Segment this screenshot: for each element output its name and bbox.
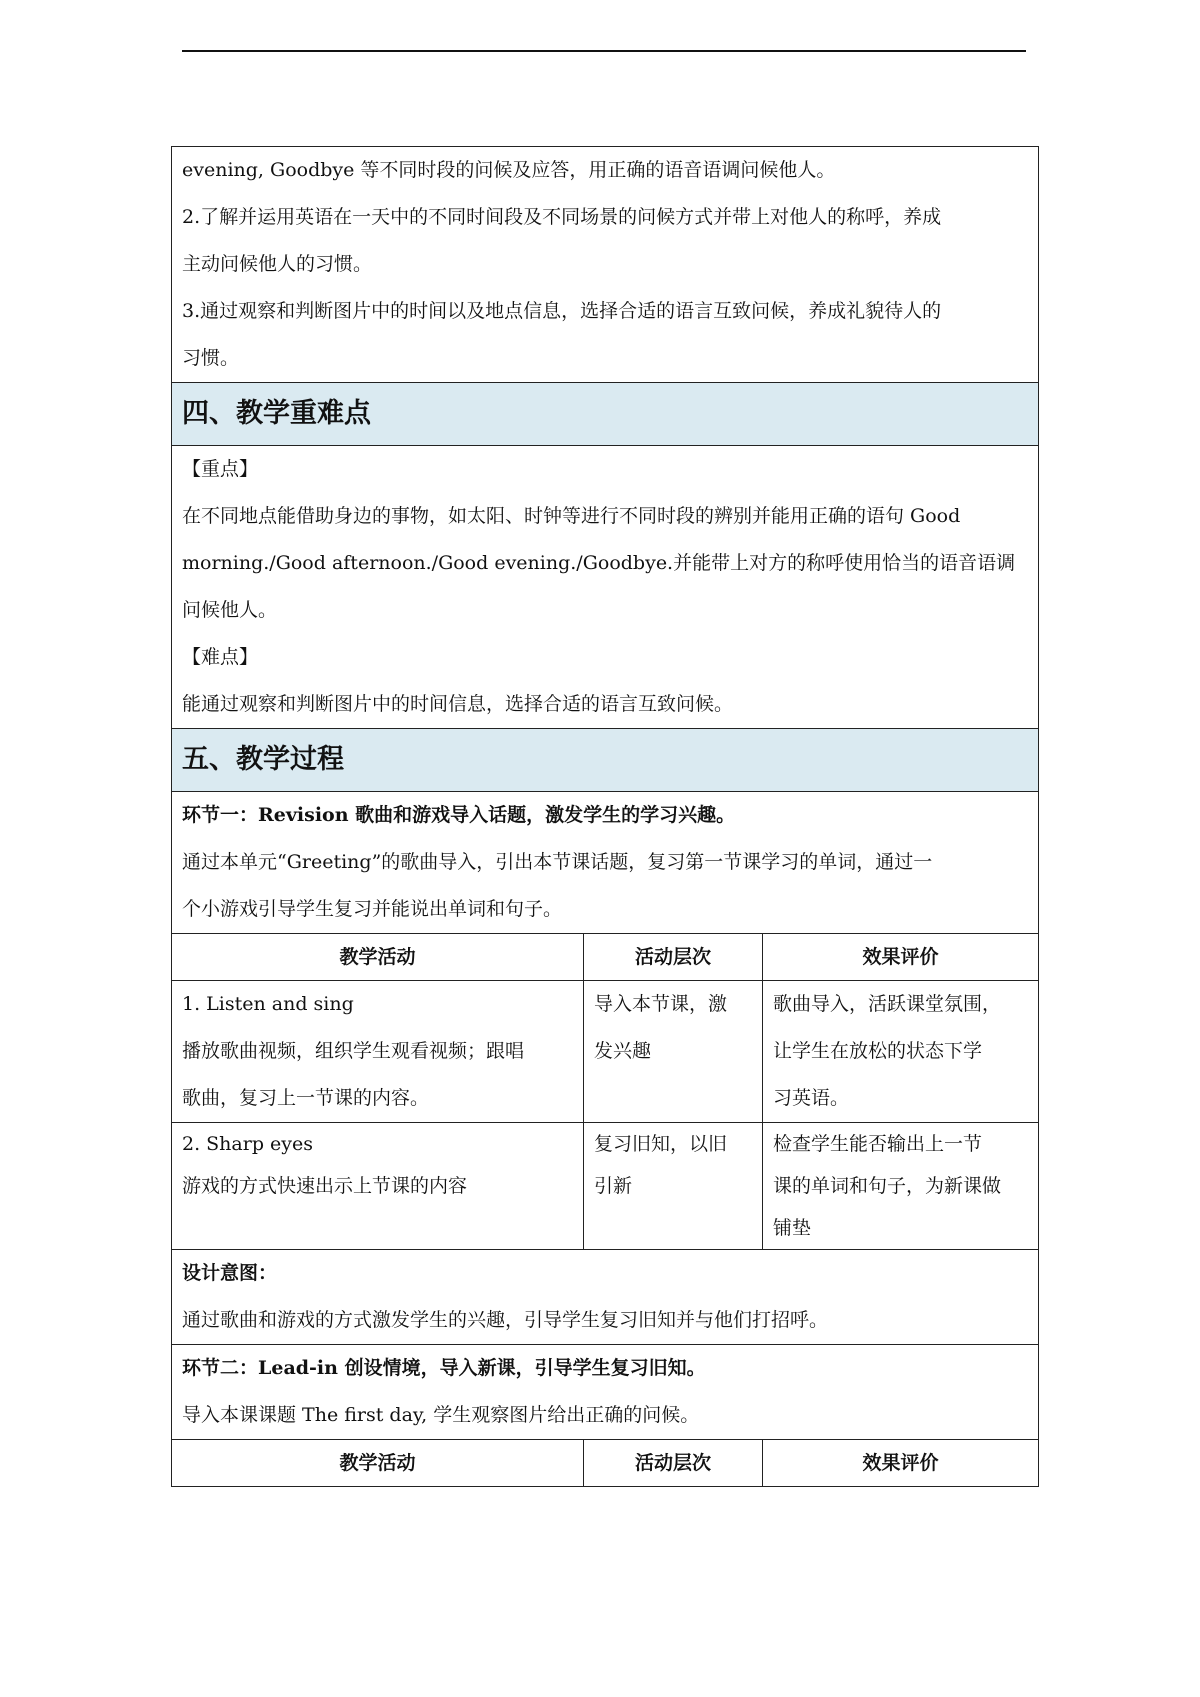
header-rule: [182, 50, 1026, 52]
stage1-cell: [172, 792, 1039, 934]
stage1-desc-line: 通过本单元“Greeting”的歌曲导入，引出本节课话题，复习第一节课学习的单词，通过一: [182, 851, 933, 873]
effect-text: 铺垫: [773, 1217, 812, 1239]
key-points-label: 【重点】: [182, 458, 259, 480]
header-effect: 效果评价: [763, 934, 1039, 981]
effect-text: 让学生在放松的状态下学: [773, 1040, 983, 1062]
objective-line: 3.通过观察和判断图片中的时间以及地点信息，选择合适的语言互致问候，养成礼貌待人的: [182, 300, 942, 322]
level-text: 导入本节课，激: [594, 993, 728, 1015]
objectives-cell: [172, 147, 1039, 383]
stage1-heading: 环节一：Revision 歌曲和游戏导入话题，激发学生的学习兴趣。: [182, 804, 736, 826]
activity-row: [172, 1123, 1039, 1250]
effect-cell: [763, 1123, 1039, 1250]
section4-header-row: [172, 383, 1039, 446]
stage2-heading: 环节二：Lead-in 创设情境，导入新课，引导学生复习旧知。: [182, 1357, 706, 1379]
effect-text: 检查学生能否输出上一节: [773, 1133, 983, 1155]
section4-body-row: [172, 446, 1039, 729]
header-effect: 效果评价: [763, 1440, 1039, 1487]
effect-text: 歌曲导入，活跃课堂氛围，: [773, 993, 1002, 1015]
stage2-cell: [172, 1345, 1039, 1440]
section4-title: 四、教学重难点: [172, 383, 1039, 446]
key-point-line: 在不同地点能借助身边的事物，如太阳、时钟等进行不同时段的辨别并能用正确的语句 Good: [182, 505, 961, 527]
stage2-desc: 导入本课课题 The first day, 学生观察图片给出正确的问候。: [182, 1404, 700, 1426]
header-level: 活动层次: [584, 934, 763, 981]
section5-title: 五、教学过程: [172, 729, 1039, 792]
header-activity: 教学活动: [172, 934, 584, 981]
activity-title: 1. Listen and sing: [182, 993, 354, 1015]
activity-table-header: [172, 1440, 1039, 1487]
effect-cell: [763, 981, 1039, 1123]
objective-line: 2.了解并运用英语在一天中的不同时间段及不同场景的问候方式并带上对他人的称呼，养成: [182, 206, 942, 228]
effect-text: 课的单词和句子，为新课做: [773, 1175, 1002, 1197]
level-cell: [584, 981, 763, 1123]
objective-line: 习惯。: [182, 347, 240, 369]
level-text: 发兴趣: [594, 1040, 652, 1062]
stage1-row: [172, 792, 1039, 934]
activity-table-header: [172, 934, 1039, 981]
activity-cell: [172, 1123, 584, 1250]
key-point-line: morning./Good afternoon./Good evening./Goodbye.并能带上对方的称呼使用恰当的语音语调: [182, 552, 1016, 574]
lesson-plan-table: [171, 146, 1039, 1487]
design-intent-text: 通过歌曲和游戏的方式激发学生的兴趣，引导学生复习旧知并与他们打招呼。: [182, 1309, 829, 1331]
section5-header-row: [172, 729, 1039, 792]
effect-text: 习英语。: [773, 1087, 850, 1109]
key-point-line: 问候他人。: [182, 599, 278, 621]
section4-body: [172, 446, 1039, 729]
header-activity: 教学活动: [172, 1440, 584, 1487]
level-cell: [584, 1123, 763, 1250]
design-intent-cell: [172, 1250, 1039, 1345]
level-text: 复习旧知，以旧: [594, 1133, 728, 1155]
stage1-desc-line: 个小游戏引导学生复习并能说出单词和句子。: [182, 898, 563, 920]
activity-row: [172, 981, 1039, 1123]
activity-cell: [172, 981, 584, 1123]
activity-text: 游戏的方式快速出示上节课的内容: [182, 1175, 468, 1197]
level-text: 引新: [594, 1175, 633, 1197]
design-intent-row: [172, 1250, 1039, 1345]
activity-text: 歌曲，复习上一节课的内容。: [182, 1087, 430, 1109]
objective-line: 主动问候他人的习惯。: [182, 253, 373, 275]
objective-line: evening, Goodbye 等不同时段的问候及应答，用正确的语音语调问候他人。: [182, 159, 836, 181]
header-level: 活动层次: [584, 1440, 763, 1487]
design-intent-label: 设计意图：: [182, 1262, 278, 1284]
activity-text: 播放歌曲视频，组织学生观看视频；跟唱: [182, 1040, 525, 1062]
stage2-row: [172, 1345, 1039, 1440]
objectives-continued-row: [172, 147, 1039, 383]
difficult-point-text: 能通过观察和判断图片中的时间信息，选择合适的语言互致问候。: [182, 693, 734, 715]
difficult-points-label: 【难点】: [182, 646, 259, 668]
activity-title: 2. Sharp eyes: [182, 1133, 314, 1155]
